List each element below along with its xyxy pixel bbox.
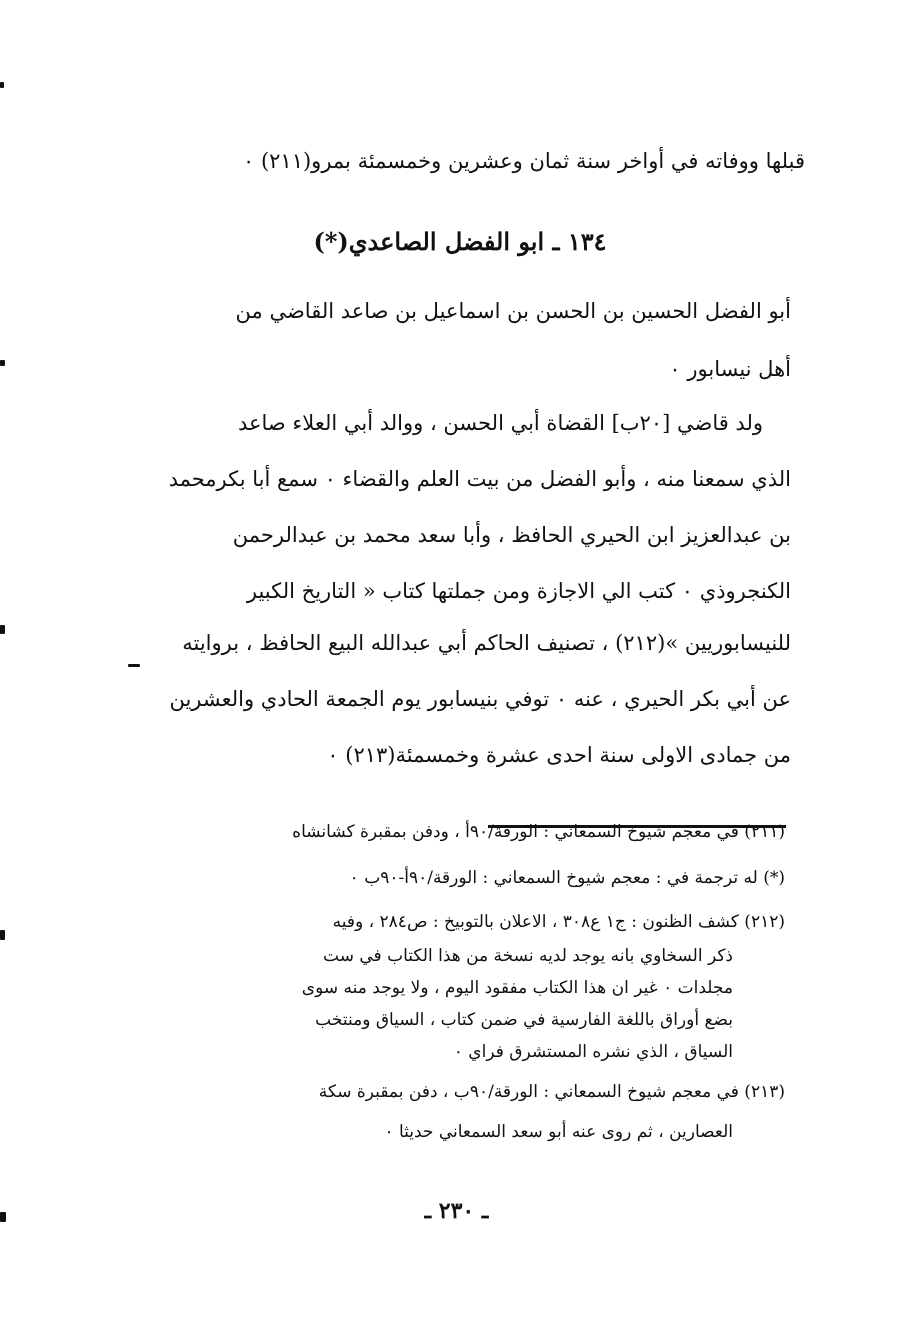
scan-speck (0, 625, 5, 634)
entry-heading: ١٣٤ ـ ابو الفضل الصاعدي(*) (313, 227, 607, 256)
scan-speck (0, 930, 5, 940)
scan-speck (128, 664, 140, 667)
body-line-3: ولد قاضي [٢٠ب] القضاة أبي الحسن ، ووالد أبي العلاء صاعد (237, 411, 763, 435)
scan-speck (0, 360, 5, 366)
body-line-2: أهل نيسابور ٠ (669, 357, 791, 381)
page-number: ـ ٢٣٠ ـ (424, 1198, 489, 1224)
scan-speck (0, 1212, 6, 1222)
body-line-4: الذي سمعنا منه ، وأبو الفضل من بيت العلم والقضاء ٠ سمع أبا بكرمحمد (168, 467, 791, 491)
body-line-8: عن أبي بكر الحيري ، عنه ٠ توفي بنيسابور يوم الجمعة الحادي والعشرين (169, 687, 791, 711)
body-line-5: بن عبدالعزيز ابن الحيري الحافظ ، وأبا سعد محمد بن عبدالرحمن (232, 523, 791, 547)
scan-speck (0, 82, 4, 88)
footnote-213-line-1: (٢١٣) في معجم شيوخ السمعاني : الورقة/٩٠ب ، دفن بمقبرة سكة (318, 1082, 785, 1102)
footnote-212-line-1: (٢١٢) كشف الظنون : ج١ ع٣٠٨ ، الاعلان بالتوبيخ : ص٢٨٤ ، وفيه (332, 912, 785, 932)
footnote-212-line-5: السياق ، الذي نشره المستشرق فراي ٠ (453, 1042, 733, 1062)
footnote-star: (*) له ترجمة في : معجم شيوخ السمعاني : الورقة/٩٠أ-٩٠ب ٠ (349, 868, 785, 888)
body-line-9: من جمادى الاولى سنة احدى عشرة وخمسمئة(٢١٣) ٠ (327, 743, 791, 767)
footnote-212-line-4: بضع أوراق باللغة الفارسية في ضمن كتاب ، السياق ومنتخب (315, 1010, 733, 1030)
body-line-6: الكنجروذي ٠ كتب الي الاجازة ومن جملتها كتاب « التاريخ الكبير (246, 579, 791, 603)
continuation-line: قبلها ووفاته في أواخر سنة ثمان وعشرين وخمسمئة بمرو(٢١١) ٠ (242, 149, 805, 173)
footnote-212-line-2: ذكر السخاوي بانه يوجد لديه نسخة من هذا الكتاب في ست (323, 946, 733, 966)
body-line-7: للنيسابوريين »(٢١٢) ، تصنيف الحاكم أبي عبدالله البيع الحافظ ، بروايته (182, 631, 791, 655)
footnote-212-line-3: مجلدات ٠ غير ان هذا الكتاب مفقود اليوم ، ولا يوجد منه سوى (301, 978, 733, 998)
body-line-1: أبو الفضل الحسين بن الحسن بن اسماعيل بن صاعد القاضي من (235, 299, 791, 323)
footnote-213-line-2: العصارين ، ثم روى عنه أبو سعد السمعاني حديثا ٠ (384, 1122, 733, 1142)
footnote-211: (٢١١) في معجم شيوخ السمعاني : الورقة/٩٠أ ، ودفن بمقبرة كشانشاه (292, 822, 785, 842)
